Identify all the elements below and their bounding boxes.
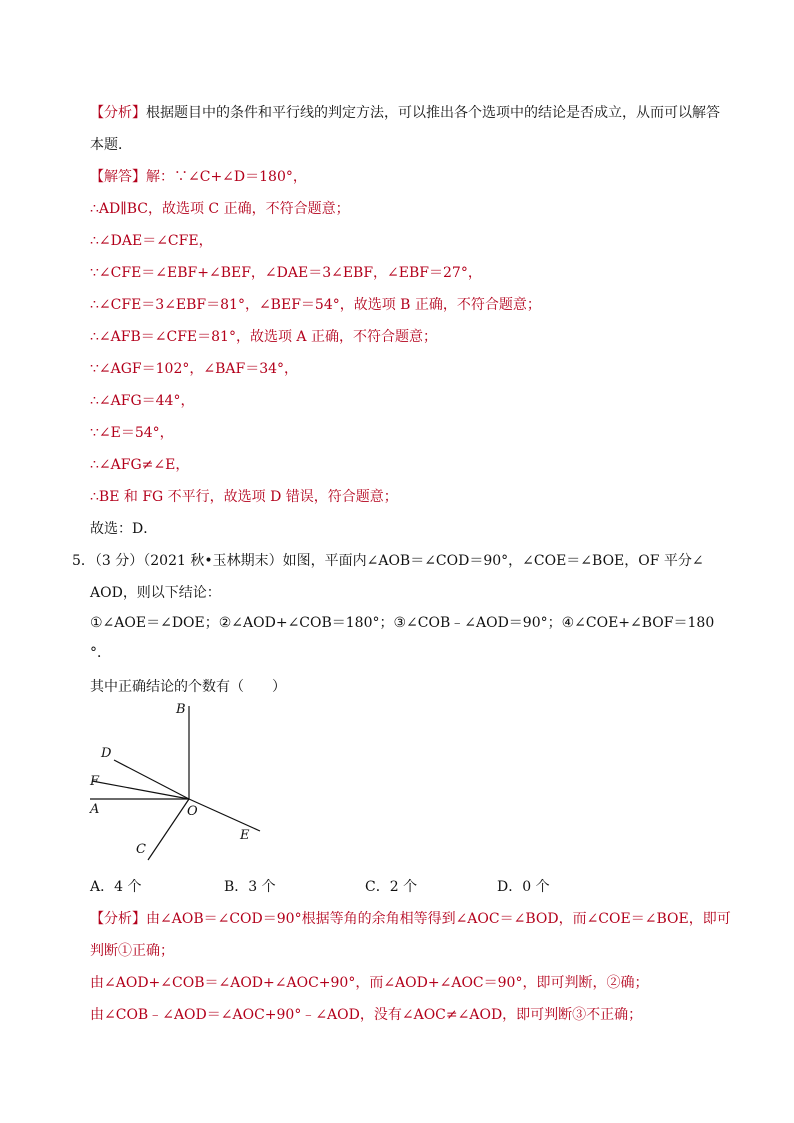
- label-b: B: [176, 702, 186, 717]
- option-a: A．4 个: [90, 879, 142, 895]
- label-e: E: [240, 828, 250, 843]
- ray-oc: [148, 799, 189, 860]
- question-5-conclusions-cont: °．: [90, 645, 111, 661]
- answer-choice: 故选：D．: [90, 521, 158, 537]
- question-5-line-1: 5．（3 分）（2021 秋•玉林期末）如图，平面内∠AOB＝∠COD＝90°，∠COE＝∠BOE，OF 平分∠: [72, 553, 704, 569]
- option-c: C．2 个: [365, 879, 418, 895]
- question-5-line-2: AOD，则以下结论：: [90, 585, 221, 601]
- ray-of: [92, 781, 189, 799]
- answer-1-intro: 【解答】解：∵∠C+∠D＝180°，: [90, 169, 307, 185]
- question-5-prompt: 其中正确结论的个数有（ ）: [90, 679, 286, 695]
- answer-step: ∴∠AFG＝44°，: [90, 393, 195, 409]
- answer-tag: 【解答】: [90, 169, 146, 185]
- label-a: A: [90, 802, 100, 817]
- ray-oe: [189, 799, 260, 831]
- label-d: D: [101, 746, 112, 761]
- answer-step: ∴∠DAE＝∠CFE，: [90, 233, 213, 249]
- answer-step: ∴∠CFE＝3∠EBF＝81°，∠BEF＝54°，故选项 B 正确，不符合题意；: [90, 297, 541, 313]
- question-5-conclusions: ①∠AOE＝∠DOE；②∠AOD+∠COB＝180°；③∠COB﹣∠AOD＝90°；④∠COE+∠BOF＝180: [90, 615, 715, 631]
- analysis-tag: 【分析】: [90, 911, 146, 927]
- label-f: F: [90, 774, 100, 789]
- answer-step: ∴∠AFG≠∠E，: [90, 457, 190, 473]
- answer-step: ∴∠AFB＝∠CFE＝81°，故选项 A 正确，不符合题意；: [90, 329, 437, 345]
- answer-step: ∴AD∥BC，故选项 C 正确，不符合题意；: [90, 201, 350, 217]
- analysis-2-line-1: 【分析】由∠AOB＝∠COD＝90°根据等角的余角相等得到∠AOC＝∠BOD，而∠COE＝∠BOE，即可: [90, 911, 731, 927]
- ray-od: [114, 760, 189, 799]
- option-d: D．0 个: [497, 879, 550, 895]
- answer-step: ∵∠AGF＝102°，∠BAF＝34°，: [90, 361, 299, 377]
- answer-step: ∵∠CFE＝∠EBF+∠BEF，∠DAE＝3∠EBF，∠EBF＝27°，: [90, 265, 482, 281]
- analysis-2-line-2: 判断①正确；: [90, 943, 174, 959]
- analysis-1-line-2: 本题．: [90, 137, 132, 153]
- analysis-tag: 【分析】: [90, 105, 146, 121]
- analysis-1-line-1: 【分析】根据题目中的条件和平行线的判定方法，可以推出各个选项中的结论是否成立，从而可以解答: [90, 105, 720, 121]
- label-o: O: [187, 804, 198, 819]
- option-b: B．3 个: [224, 879, 276, 895]
- analysis-2-line-4: 由∠COB﹣∠AOD＝∠AOC+90°﹣∠AOD，没有∠AOC≠∠AOD，即可判断③不正确；: [90, 1007, 643, 1023]
- answer-step: ∴BE 和 FG 不平行，故选项 D 错误，符合题意；: [90, 489, 398, 505]
- label-c: C: [136, 842, 146, 857]
- analysis-2-line-3: 由∠AOD+∠COB＝∠AOD+∠AOC+90°，而∠AOD+∠AOC＝90°，即可判断，②确；: [90, 975, 649, 991]
- answer-step: ∵∠E＝54°，: [90, 425, 174, 441]
